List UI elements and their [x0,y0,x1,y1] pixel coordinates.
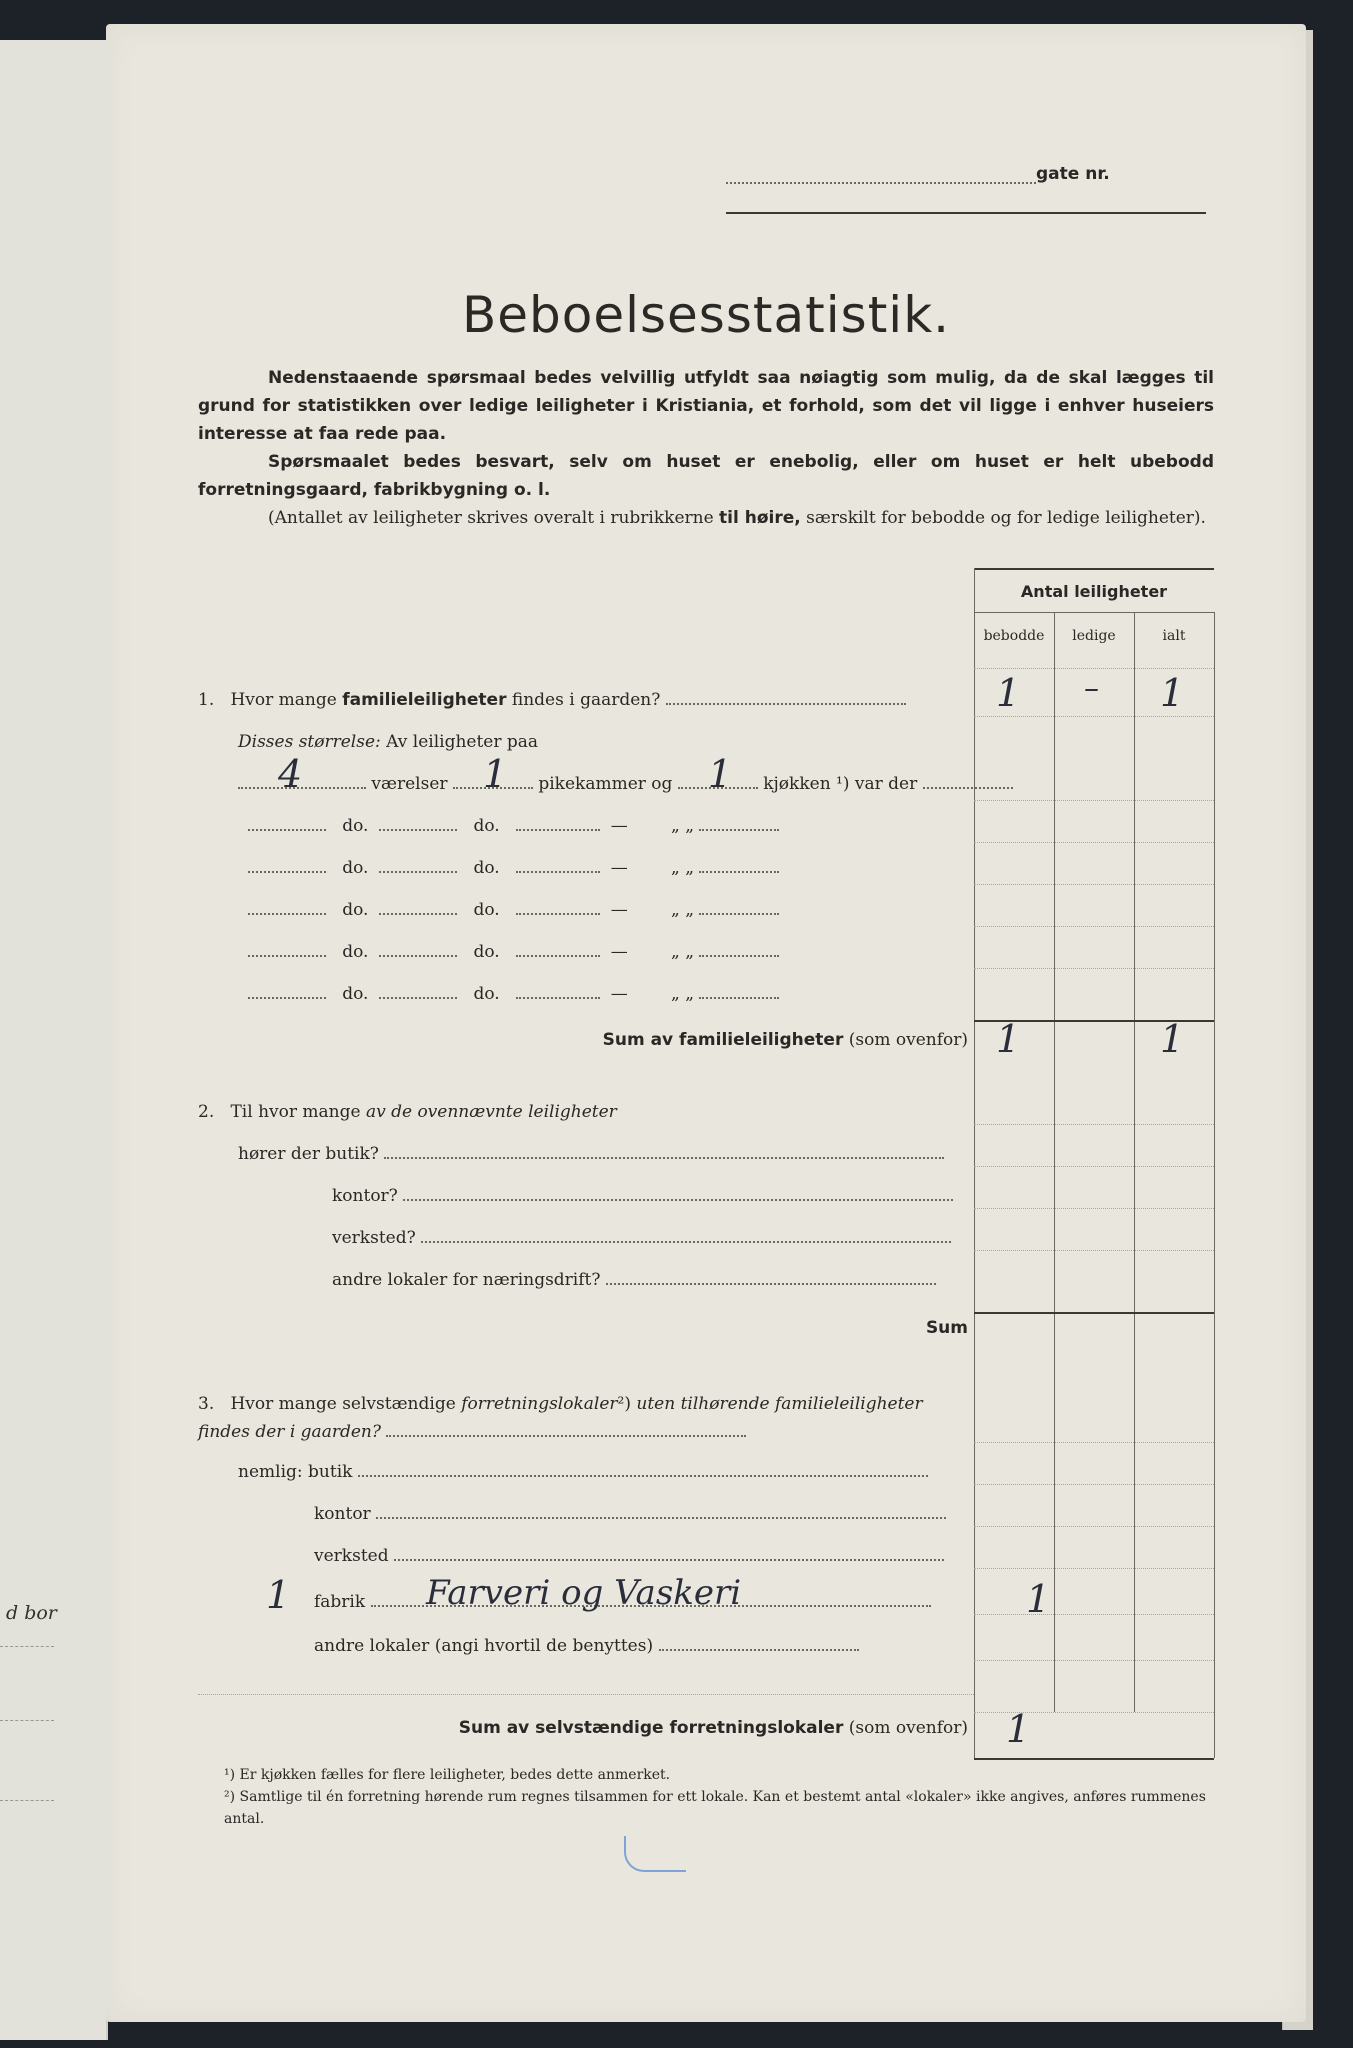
q2-leader [403,1199,953,1201]
q3-kontor-label: kontor [314,1504,371,1524]
q3-fabrik-label: fabrik [314,1592,366,1612]
pikekammer-label: pikekammer og [538,774,673,794]
form-page [106,24,1306,2022]
kjokken-field[interactable] [678,752,758,796]
q2-kontor-label: kontor? [332,1186,398,1206]
pikekammer-field[interactable] [453,752,533,796]
q3-italic: forretningslokaler [461,1394,618,1414]
q1-sizes-label: Disses størrelse: [238,732,381,752]
do-field[interactable] [516,829,600,831]
kjokken-value: 1 [707,752,733,796]
table-row-line [974,800,1214,801]
do-label: do. [342,984,369,1004]
table-row-line [974,1166,1214,1167]
q1-size-leader [923,787,1013,789]
q3-sum-label: Sum av selvstændige forretningslokaler [458,1718,844,1738]
blue-pencil-mark [624,1836,686,1872]
q3-number: 3. [198,1394,215,1414]
q1-text: Hvor mange [230,690,337,710]
q1-sum-note: (som ovenfor) [848,1030,968,1050]
table-row-line [974,884,1214,885]
intro-paragraph-2: Spørsmaalet bedes besvart, selv om huset er enebolig, eller om huset er helt ubebodd forretningsgaard, fabrikbygning o. l. [198,452,1214,500]
table-vline [1214,612,1215,1758]
do-leader [699,955,779,957]
q2-italic: av de ovennævnte leiligheter [365,1102,617,1122]
dash: — [610,900,628,920]
q3-fabrik-description[interactable]: Farveri og Vaskeri [426,1573,742,1613]
left-page-rule [0,1720,54,1721]
q3-fabrik-bebodde[interactable]: 1 [1026,1577,1051,1621]
footnotes [224,1764,1224,1830]
q1-sum-row [603,1030,968,1050]
intro-p3-part: (Antallet av leiligheter skrives overalt i rubrikkerne [268,508,714,528]
table-header-title: Antal leiligheter [1020,582,1168,601]
ditto-mark: „ „ [670,858,695,878]
q1-leader [666,703,906,705]
do-label: do. [342,858,369,878]
table-vline [1054,612,1055,1712]
do-label: do. [473,816,500,836]
q1-bold: familieleiligheter [342,690,507,710]
q1-number: 1. [198,690,215,710]
do-field[interactable] [379,913,457,915]
do-label: do. [473,900,500,920]
dash: — [610,858,628,878]
q2-andre-label: andre lokaler for næringsdrift? [332,1270,601,1290]
table-row-line [974,926,1214,927]
dash: — [610,816,628,836]
q3-sum-note: (som ovenfor) [848,1718,968,1738]
table-vline [974,568,975,1758]
q1-do-row [248,984,779,1004]
do-leader [699,913,779,915]
do-label: do. [473,942,500,962]
do-field[interactable] [248,829,326,831]
q1-sizes-line [238,732,538,752]
q3-sum-bebodde[interactable]: 1 [1006,1707,1031,1751]
ditto-mark: „ „ [670,942,695,962]
do-field[interactable] [379,955,457,957]
table-row-line [974,842,1214,843]
table-sub-rule [974,612,1214,613]
q1-ialt-value[interactable]: 1 [1160,671,1185,715]
q2-andre-row [332,1270,936,1290]
q3-italic: uten tilhørende familieleiligheter findes der i gaarden? [198,1394,923,1442]
do-field[interactable] [248,997,326,999]
intro-text [198,364,1214,532]
q1-do-row [248,858,779,878]
q2-leader [384,1157,944,1159]
q2-verksted-row [332,1228,951,1248]
column-bebodde: bebodde [983,628,1045,644]
q1-do-row [248,900,779,920]
ditto-mark: „ „ [670,816,695,836]
table-row-line [974,1484,1214,1485]
table-row-line [974,1568,1214,1569]
do-leader [699,871,779,873]
do-label: do. [342,816,369,836]
q3-butik-label: butik [308,1462,353,1482]
dash: — [610,942,628,962]
table-row-line [974,716,1214,717]
q3-leader [376,1517,946,1519]
do-label: do. [473,858,500,878]
q3-sum-row [459,1718,968,1738]
q1-sum-bebodde[interactable]: 1 [996,1017,1021,1061]
q2-number: 2. [198,1102,215,1122]
do-label: do. [342,942,369,962]
do-field[interactable] [516,913,600,915]
do-field[interactable] [516,871,600,873]
q3-andre-row [314,1636,859,1656]
q3-kontor-row [314,1504,946,1524]
table-row-line [974,668,1214,669]
do-label: do. [342,900,369,920]
table-row-line [974,1208,1214,1209]
vaerelser-label: værelser [371,774,448,794]
q2-leader [421,1241,951,1243]
q2-butik-label: hører der butik? [238,1144,379,1164]
pikekammer-value: 1 [482,752,508,796]
q1-sum-label: Sum av familieleiligheter [602,1030,844,1050]
q3-text: Hvor mange selvstændige [230,1394,456,1414]
q1-question [198,690,906,710]
sum-rule [974,1312,1214,1314]
table-row-line [974,1526,1214,1527]
table-row-line [974,968,1214,969]
table-row-line [974,1250,1214,1251]
do-leader [699,997,779,999]
q2-leader [606,1283,936,1285]
table-row-line [974,1614,1214,1615]
do-field[interactable] [379,997,457,999]
q1-size-row [238,752,1013,796]
q3-leader [386,1435,746,1437]
q1-sizes-text: Av leiligheter paa [386,732,539,752]
do-field[interactable] [379,871,457,873]
sum-rule [974,1758,1214,1760]
footnote-2: ²) Samtlige til én forretning hørende rum regnes tilsammen for ett lokale. Kan et bestemt antal «lokaler» ikke angives, anføres rummenes antal. [224,1789,1206,1827]
do-label: do. [473,984,500,1004]
do-field[interactable] [248,955,326,957]
vaerelser-field[interactable] [238,752,366,796]
intro-p3-part: særskilt for bebodde og for ledige leiligheter). [806,508,1206,528]
q1-text: findes i gaarden? [511,690,661,710]
street-number-label: gate nr. [1036,164,1110,184]
q2-kontor-row [332,1186,953,1206]
do-field[interactable] [516,997,600,999]
q1-sum-ialt[interactable]: 1 [1160,1017,1185,1061]
page-title: Beboelsesstatistik. [461,286,951,344]
kjokken-label: kjøkken ¹) var der [763,774,918,794]
do-field[interactable] [248,913,326,915]
q2-text: Til hvor mange [230,1102,361,1122]
intro-paragraph-1: Nedenstaaende spørsmaal bedes velvillig utfyldt saa nøiagtig som mulig, da de skal lægges til grund for statistikken over ledige leiligheter i Kristiania, et forhold, som det vil ligge i enhver huseiers interesse at faa rede paa. [198,368,1214,444]
header-rule [726,212,1206,214]
q3-fabrik-count[interactable]: 1 [266,1573,291,1617]
q3-leader [394,1559,944,1561]
table-row-line [974,1442,1214,1443]
dash: — [610,984,628,1004]
vaerelser-value: 4 [278,752,303,796]
q1-ledige-value[interactable]: – [1084,671,1099,706]
q3-leader [659,1649,859,1651]
do-field[interactable] [516,955,600,957]
intro-paragraph-3 [198,504,1214,532]
left-page-rule [0,1646,54,1647]
ditto-mark: „ „ [670,984,695,1004]
table-vline [1134,612,1135,1712]
column-ialt: ialt [1162,628,1186,644]
q3-verksted-row [314,1546,944,1566]
q2-sum-label: Sum [925,1318,968,1338]
q1-do-row [248,816,779,836]
q3-butik-row [238,1462,928,1482]
q3-footnote-ref: ²) [617,1394,631,1414]
q2-question [198,1102,617,1122]
q3-andre-label: andre lokaler (angi hvortil de benyttes) [314,1636,654,1656]
q1-do-row [248,942,779,962]
column-ledige: ledige [1072,628,1116,644]
ditto-mark: „ „ [670,900,695,920]
left-page-fragment: d bor [6,1602,57,1624]
q3-verksted-label: verksted [314,1546,389,1566]
q3-nemlig-label: nemlig: [238,1462,303,1482]
intro-p3-bold: til høire, [719,508,801,528]
left-page-rule [0,1800,54,1801]
q3-leader [358,1475,928,1477]
q2-butik-row [238,1144,944,1164]
left-page-edge [0,40,108,2040]
do-leader [699,829,779,831]
do-field[interactable] [248,871,326,873]
table-top-rule [974,568,1214,570]
table-row-line [974,1660,1214,1661]
q3-question [198,1390,958,1446]
q3-separator [198,1694,974,1695]
q2-verksted-label: verksted? [332,1228,416,1248]
q1-bebodde-value[interactable]: 1 [996,671,1021,715]
street-number-dots [726,182,1036,184]
table-row-line [974,1124,1214,1125]
footnote-1: ¹) Er kjøkken fælles for flere leiligheter, bedes dette anmerket. [224,1767,671,1783]
do-field[interactable] [379,829,457,831]
